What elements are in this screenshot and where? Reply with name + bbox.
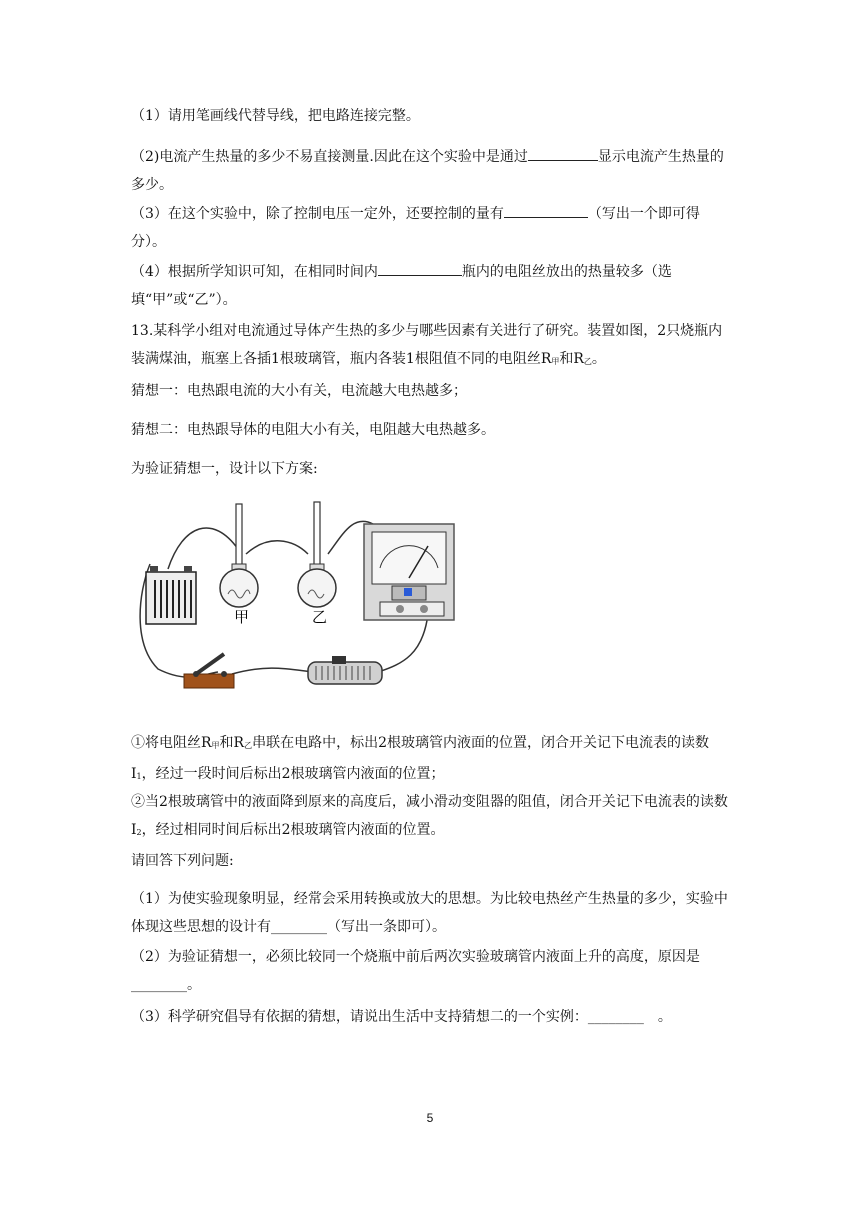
answer-blank[interactable] [528, 143, 598, 161]
switch-icon [184, 654, 234, 688]
q13-guess2: 猜想二：电热跟导体的电阻大小有关，电阻越大电热越多。 [131, 422, 495, 438]
q13-plan: 为验证猜想一，设计以下方案: [131, 461, 318, 477]
q13-step1: ①将电阻丝R甲和R乙串联在电路中，标出2根玻璃管内液面的位置，闭合开关记下电流表的读数I1，经过一段时间后标出2根玻璃管内液面的位置； [131, 735, 709, 782]
circuit-figure [128, 494, 468, 694]
q13-ask: 请回答下列问题: [131, 853, 234, 869]
q13-guess1: 猜想一：电热跟电流的大小有关，电流越大电热越多； [131, 383, 467, 399]
answer-blank[interactable] [378, 258, 462, 276]
page-number: 5 [426, 1111, 434, 1125]
q13-answer1: （1）为使实验现象明显，经常会采用转换或放大的思想。为比较电热丝产生热量的多少，实验中体现这些思想的设计有________（写出一条即可）。 [131, 891, 728, 935]
q13-answer2: （2）为验证猜想一，必须比较同一个烧瓶中前后两次实验玻璃管内液面上升的高度，原因是________。 [131, 949, 700, 993]
q12-part3: （3）在这个实验中，除了控制电压一定外，还要控制的量有 （写出一个即可得分）。 [131, 200, 731, 256]
flask-jia-label: 甲 [234, 608, 250, 626]
q13-answer3: （3）科学研究倡导有依据的猜想，请说出生活中支持猜想二的一个实例：________ 。 [131, 1009, 672, 1025]
flask-yi-icon [298, 502, 336, 607]
q12-part4: （4）根据所学知识可知，在相同时间内 瓶内的电阻丝放出的热量较多（选填“甲”或“乙”）。 [131, 258, 731, 314]
battery-icon [146, 566, 196, 624]
flask-jia-icon [220, 504, 258, 607]
answer-blank[interactable] [504, 200, 588, 218]
flask-yi-label: 乙 [312, 608, 328, 626]
q13-intro: 13.某科学小组对电流通过导体产生热的多少与哪些因素有关进行了研究。装置如图，2只烧瓶内装满煤油，瓶塞上各插1根玻璃管，瓶内各装1根阻值不同的电阻丝R甲和R乙。 [131, 323, 723, 367]
q12-part2: （2)电流产生热量的多少不易直接测量.因此在这个实验中是通过 显示电流产生热量的多少。 [131, 143, 731, 199]
q12-part1: （1）请用笔画线代替导线，把电路连接完整。 [131, 108, 420, 124]
q13-step2: ②当2根玻璃管中的液面降到原来的高度后，减小滑动变阻器的阻值，闭合开关记下电流表的读数I2，经过相同时间后标出2根玻璃管内液面的位置。 [131, 794, 728, 838]
rheostat-icon [308, 656, 382, 684]
ammeter-icon [364, 524, 454, 620]
